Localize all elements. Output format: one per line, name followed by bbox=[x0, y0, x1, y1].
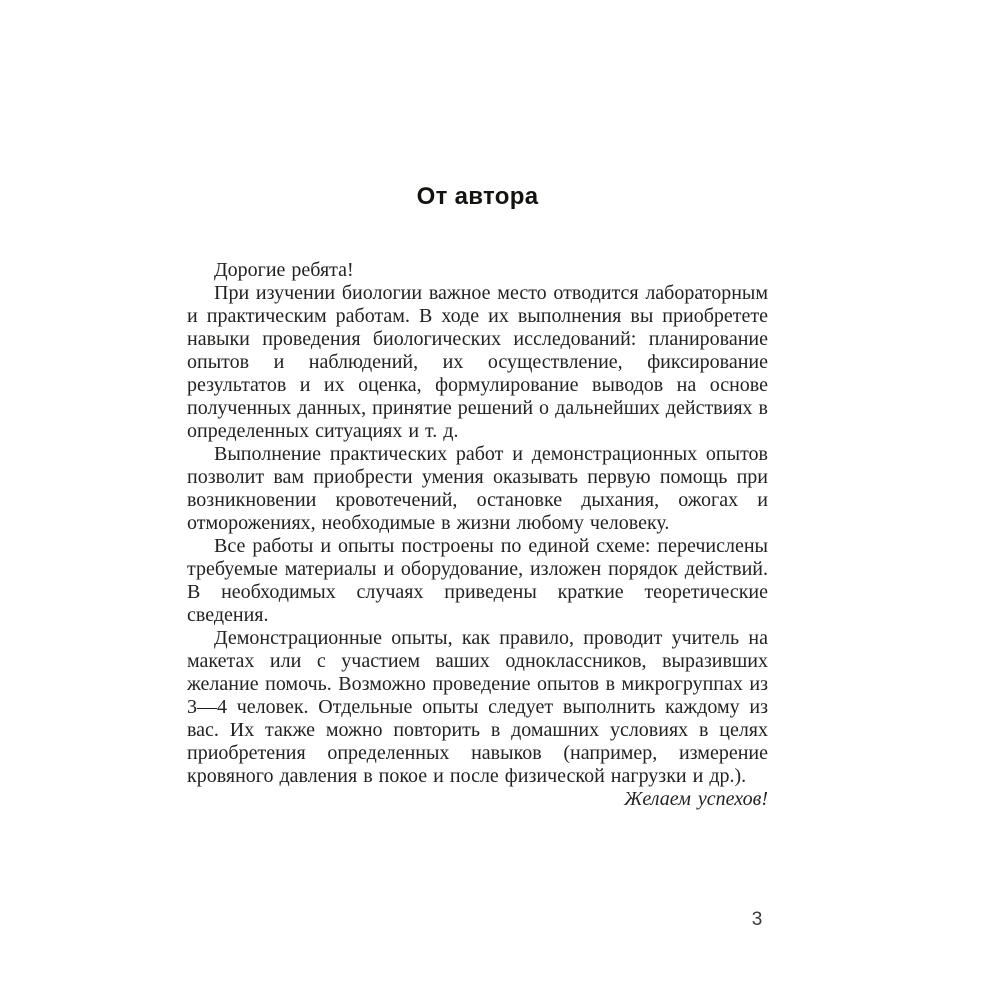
page-content bbox=[187, 184, 768, 811]
chapter-title: От автора bbox=[416, 183, 539, 210]
closing-line: Желаем успехов! bbox=[624, 788, 768, 810]
paragraph: При изучении биологии важное место отводится лабораторным и практическим работам. В ходе их выполнения вы приобретете навыки проведения биологических исследований: планирование опытов и наблюдений, их осуществление, фиксирование результатов и их оценка, формулирование выводов на основе полученных данных, принятие решений о дальнейших действиях в определенных ситуациях и т. д. bbox=[187, 282, 768, 442]
body-text-block bbox=[187, 259, 768, 811]
paragraph: Демонстрационные опыты, как правило, проводит учитель на макетах или с участием ваших одноклассников, выразивших желание помочь. Возможно проведение опытов в микрогруппах из 3—4 человек. Отдельные опыты следует выполнить каждому из вас. Их также можно повторить в домашних условиях в целях приобретения определенных навыков (например, измерение кровяного давления в покое и после физической нагрузки и др.). bbox=[187, 627, 768, 787]
paragraph-greeting: Дорогие ребята! bbox=[214, 259, 354, 281]
paragraph: Выполнение практических работ и демонстрационных опытов позволит вам приобрести умения оказывать первую помощь при возникновении кровотечений, остановке дыхания, ожогах и отморожениях, необходимые в жизни любому человеку. bbox=[187, 443, 768, 534]
paragraph: Все работы и опыты построены по единой схеме: перечислены требуемые материалы и оборудование, изложен порядок действий. В необходимых случаях приведены краткие теоретические сведения. bbox=[187, 535, 768, 626]
page-number: 3 bbox=[751, 909, 763, 930]
